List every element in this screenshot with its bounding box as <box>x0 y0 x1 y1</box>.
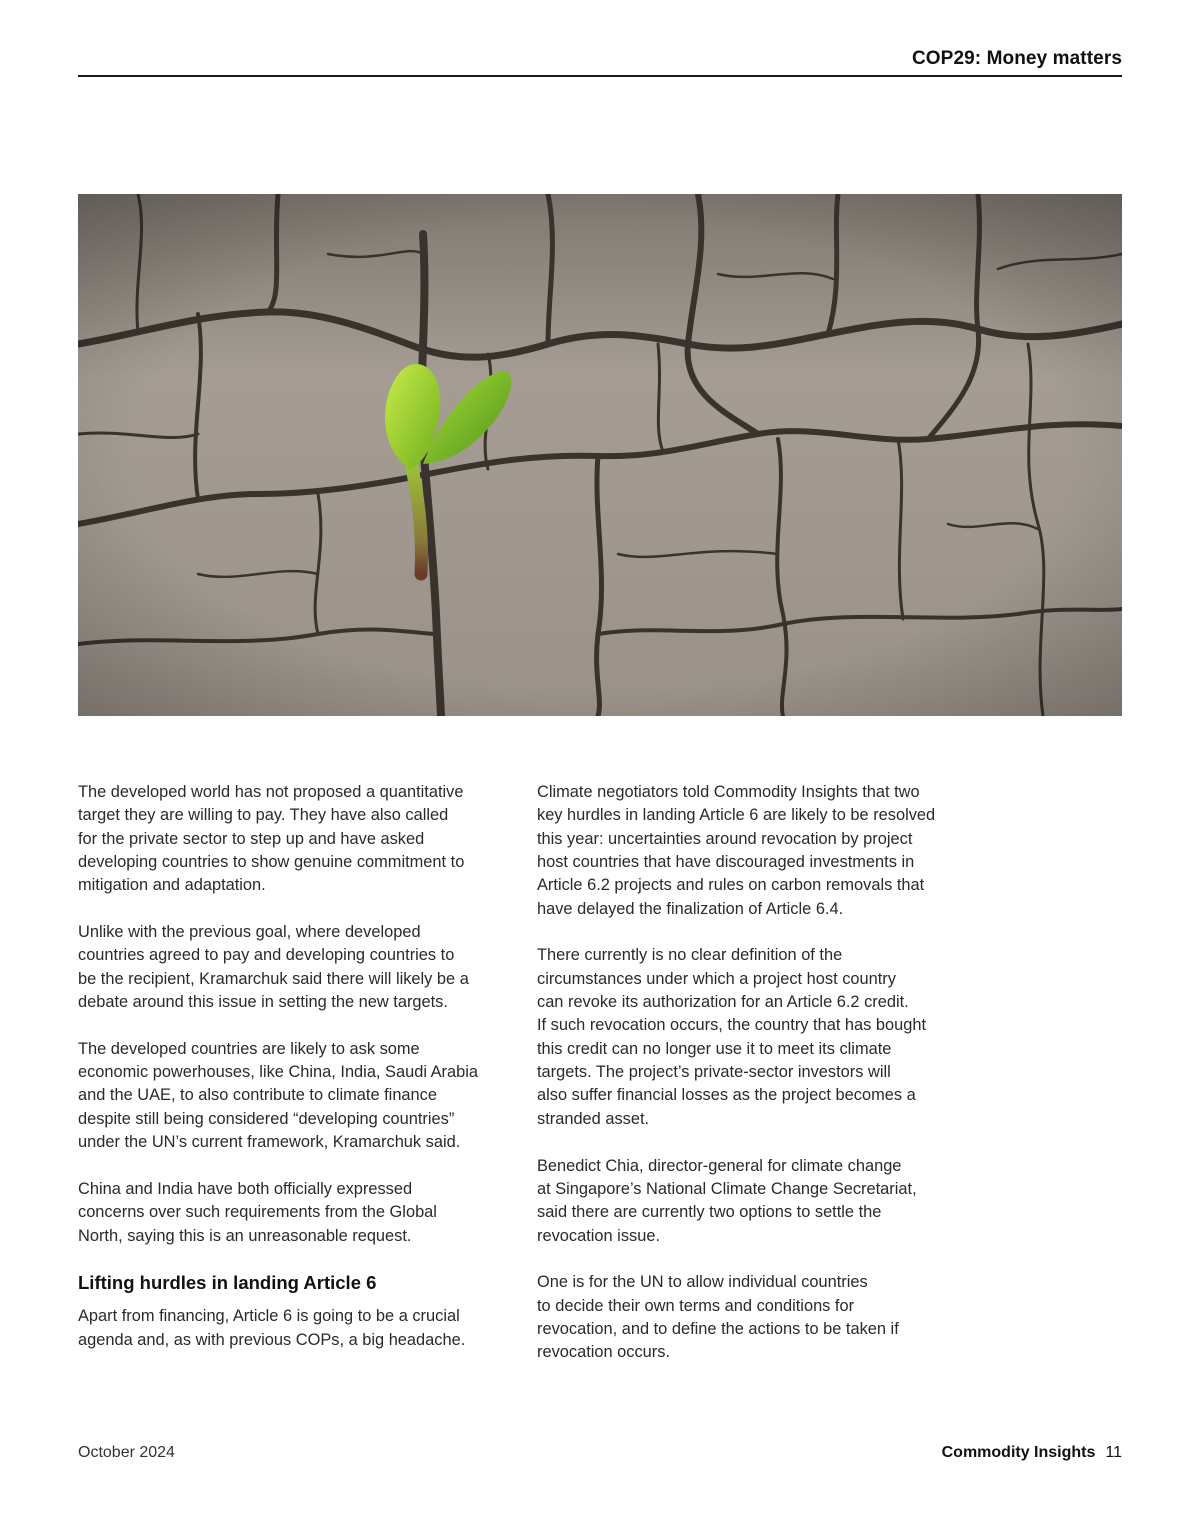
paragraph: Apart from financing, Article 6 is going to be a crucial agenda and, as with previous COPs, a big headache. <box>78 1307 466 1349</box>
paragraph: China and India have both officially expressed concerns over such requirements from the Global North, saying this is an unreasonable request. <box>78 1179 437 1245</box>
right-column <box>537 781 977 1388</box>
footer-brand: Commodity Insights <box>941 1444 1096 1461</box>
hero-image <box>78 194 1122 716</box>
paragraph: The developed countries are likely to ask some economic powerhouses, like China, India, Saudi Arabia and the UAE, to also contribute to climate finance despite still being considered “developing countries” under the UN’s current framework, Kramarchuk said. <box>78 1039 478 1152</box>
paragraph: There currently is no clear definition of the circumstances under which a project host country can revoke its authorization for an Article 6.2 credit. If such revocation occurs, the country that has bought this credit can no longer use it to meet its climate targets. The project’s private-sector investors will also suffer financial losses as the project becomes a stranded asset. <box>537 946 927 1128</box>
header-divider <box>78 75 1122 77</box>
page-header-title: COP29: Money matters <box>911 48 1122 69</box>
paragraph: One is for the UN to allow individual countries to decide their own terms and conditions for revocation, and to define the actions to be taken if revocation occurs. <box>537 1273 899 1362</box>
paragraph: Benedict Chia, director-general for climate change at Singapore’s National Climate Change Secretariat, said there are currently two options to settle the revocation issue. <box>537 1156 917 1245</box>
paragraph: Unlike with the previous goal, where developed countries agreed to pay and developing countries to be the recipient, Kramarchuk said there will likely be a debate around this issue in setting the new targets. <box>78 923 469 1012</box>
left-column <box>78 781 518 1375</box>
sprout-in-cracked-earth-photo <box>78 194 1122 716</box>
section-subheading: Lifting hurdles in landing Article 6 <box>78 1272 377 1294</box>
page-number: 11 <box>1105 1444 1122 1461</box>
footer-brand-block <box>942 1444 1122 1462</box>
paragraph: Climate negotiators told Commodity Insights that two key hurdles in landing Article 6 are likely to be resolved this year: uncertainties around revocation by project host countries that have discouraged investments in Article 6.2 projects and rules on carbon removals that have delayed the finalization of Article 6.4. <box>537 783 936 918</box>
paragraph: The developed world has not proposed a quantitative target they are willing to pay. They have also called for the private sector to step up and have asked developing countries to show genuine commitment to mitigation and adaptation. <box>78 783 465 895</box>
footer-date: October 2024 <box>78 1444 175 1461</box>
